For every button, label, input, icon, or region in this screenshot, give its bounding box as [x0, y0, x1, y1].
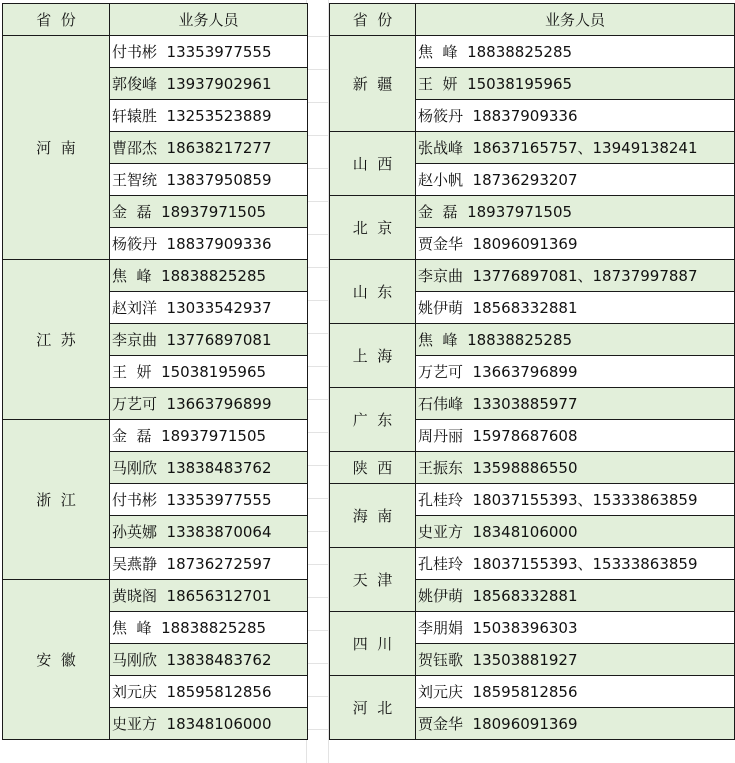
staff-cell[interactable]: 贺钰歌 13503881927: [416, 644, 735, 676]
staff-cell[interactable]: 赵小帆 18736293207: [416, 164, 735, 196]
province-cell[interactable]: 陕 西: [330, 452, 416, 484]
staff-cell[interactable]: 焦 峰 18838825285: [110, 260, 308, 292]
staff-cell[interactable]: 万艺可 13663796899: [110, 388, 308, 420]
staff-cell[interactable]: 孙英娜 13383870064: [110, 516, 308, 548]
staff-cell[interactable]: 张战峰 18637165757、13949138241: [416, 132, 735, 164]
staff-cell[interactable]: 王智统 13837950859: [110, 164, 308, 196]
staff-cell[interactable]: 万艺可 13663796899: [416, 356, 735, 388]
staff-cell[interactable]: 李朋娟 15038396303: [416, 612, 735, 644]
right-staff-table: [329, 3, 735, 740]
staff-cell[interactable]: 金 磊 18937971505: [110, 196, 308, 228]
province-cell[interactable]: 河 北: [330, 676, 416, 740]
staff-header[interactable]: 业务人员: [416, 4, 735, 36]
staff-cell[interactable]: 焦 峰 18838825285: [110, 612, 308, 644]
staff-cell[interactable]: 杨筱丹 18837909336: [416, 100, 735, 132]
province-cell[interactable]: 广 东: [330, 388, 416, 452]
staff-cell[interactable]: 王振东 13598886550: [416, 452, 735, 484]
staff-cell[interactable]: 曹邵杰 18638217277: [110, 132, 308, 164]
staff-cell[interactable]: 黄晓阁 18656312701: [110, 580, 308, 612]
staff-cell[interactable]: 李京曲 13776897081: [110, 324, 308, 356]
left-staff-table: [2, 3, 308, 740]
staff-cell[interactable]: 史亚方 18348106000: [110, 708, 308, 740]
header-row: [330, 4, 735, 36]
staff-cell[interactable]: 金 磊 18937971505: [110, 420, 308, 452]
table-row: [330, 324, 735, 356]
staff-cell[interactable]: 王 妍 15038195965: [110, 356, 308, 388]
province-cell[interactable]: 天 津: [330, 548, 416, 612]
province-cell[interactable]: 新 疆: [330, 36, 416, 132]
staff-cell[interactable]: 马刚欣 13838483762: [110, 644, 308, 676]
staff-cell[interactable]: 杨筱丹 18837909336: [110, 228, 308, 260]
table-row: [3, 260, 308, 292]
province-header[interactable]: 省 份: [330, 4, 416, 36]
province-cell[interactable]: 上 海: [330, 324, 416, 388]
left-table-body: [3, 4, 308, 740]
staff-cell[interactable]: 焦 峰 18838825285: [416, 324, 735, 356]
staff-cell[interactable]: 孔桂玲 18037155393、15333863859: [416, 548, 735, 580]
province-cell[interactable]: 浙 江: [3, 420, 110, 580]
table-row: [3, 420, 308, 452]
table-row: [3, 36, 308, 68]
table-row: [330, 388, 735, 420]
province-cell[interactable]: 山 东: [330, 260, 416, 324]
table-row: [330, 612, 735, 644]
staff-cell[interactable]: 轩辕胜 13253523889: [110, 100, 308, 132]
table-row: [330, 676, 735, 708]
staff-cell[interactable]: 吴燕静 18736272597: [110, 548, 308, 580]
staff-cell[interactable]: 付书彬 13353977555: [110, 36, 308, 68]
staff-cell[interactable]: 赵刘洋 13033542937: [110, 292, 308, 324]
staff-cell[interactable]: 郭俊峰 13937902961: [110, 68, 308, 100]
staff-cell[interactable]: 贾金华 18096091369: [416, 228, 735, 260]
table-row: [330, 36, 735, 68]
table-row: [3, 580, 308, 612]
staff-cell[interactable]: 李京曲 13776897081、18737997887: [416, 260, 735, 292]
table-row: [330, 452, 735, 484]
province-cell[interactable]: 海 南: [330, 484, 416, 548]
staff-cell[interactable]: 姚伊萌 18568332881: [416, 580, 735, 612]
staff-cell[interactable]: 刘元庆 18595812856: [416, 676, 735, 708]
staff-cell[interactable]: 王 妍 15038195965: [416, 68, 735, 100]
province-cell[interactable]: 江 苏: [3, 260, 110, 420]
staff-header[interactable]: 业务人员: [110, 4, 308, 36]
table-row: [330, 548, 735, 580]
right-table-body: [330, 4, 735, 740]
province-cell[interactable]: 安 徽: [3, 580, 110, 740]
staff-cell[interactable]: 孔桂玲 18037155393、15333863859: [416, 484, 735, 516]
province-header[interactable]: 省 份: [3, 4, 110, 36]
province-cell[interactable]: 河 南: [3, 36, 110, 260]
staff-cell[interactable]: 金 磊 18937971505: [416, 196, 735, 228]
staff-cell[interactable]: 付书彬 13353977555: [110, 484, 308, 516]
table-row: [330, 196, 735, 228]
staff-cell[interactable]: 刘元庆 18595812856: [110, 676, 308, 708]
staff-cell[interactable]: 石伟峰 13303885977: [416, 388, 735, 420]
staff-cell[interactable]: 马刚欣 13838483762: [110, 452, 308, 484]
table-row: [330, 260, 735, 292]
staff-cell[interactable]: 周丹丽 15978687608: [416, 420, 735, 452]
staff-cell[interactable]: 姚伊萌 18568332881: [416, 292, 735, 324]
staff-cell[interactable]: 焦 峰 18838825285: [416, 36, 735, 68]
table-row: [330, 484, 735, 516]
staff-cell[interactable]: 史亚方 18348106000: [416, 516, 735, 548]
province-cell[interactable]: 四 川: [330, 612, 416, 676]
province-cell[interactable]: 北 京: [330, 196, 416, 260]
header-row: [3, 4, 308, 36]
table-row: [330, 132, 735, 164]
province-cell[interactable]: 山 西: [330, 132, 416, 196]
staff-cell[interactable]: 贾金华 18096091369: [416, 708, 735, 740]
